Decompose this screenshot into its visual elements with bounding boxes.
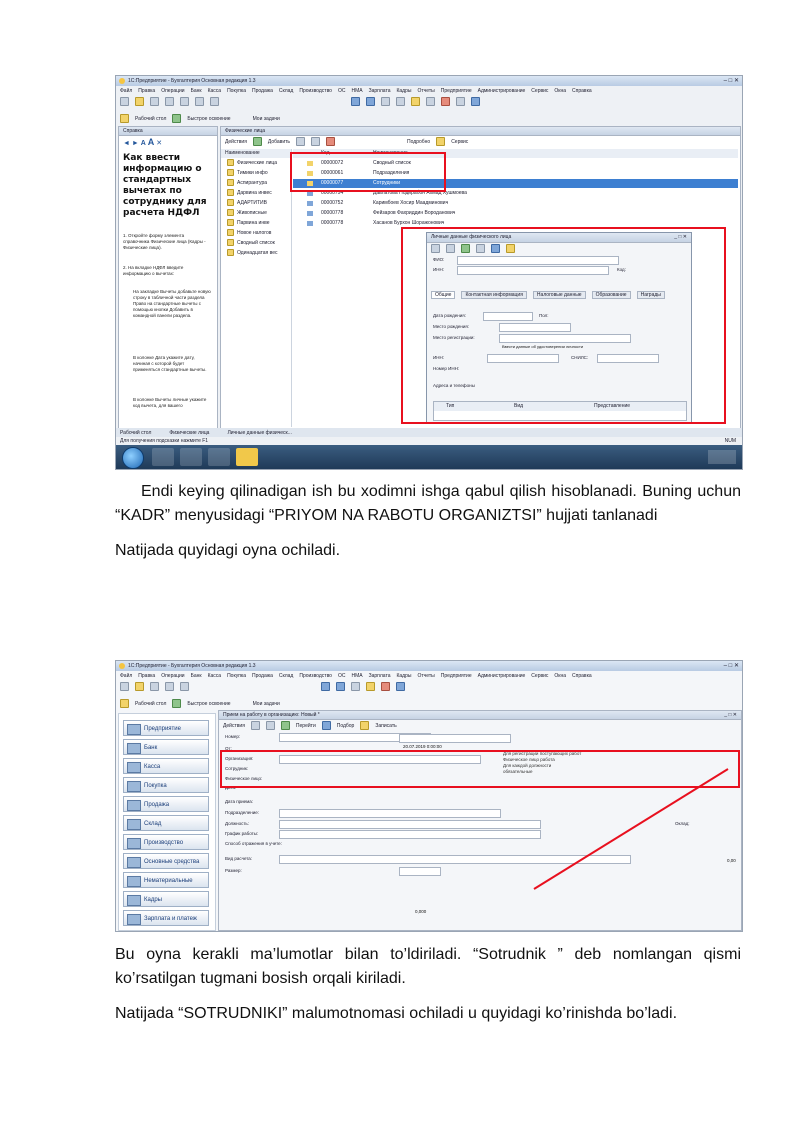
doc-field-label: Номер: bbox=[225, 734, 241, 739]
menu-item[interactable]: Предприятие bbox=[440, 673, 472, 679]
tree-item[interactable] bbox=[221, 209, 291, 218]
window-tab-desktop[interactable]: Рабочий стол bbox=[120, 429, 152, 436]
menu-item[interactable]: Склад bbox=[278, 88, 294, 94]
help-heading: Как ввести информацию о стандартных вычетах по сотруднику для расчета НДФЛ bbox=[123, 153, 207, 218]
col-type: Тип bbox=[446, 403, 455, 409]
doc-field-label: От: bbox=[225, 746, 232, 751]
help-step-1: 1. Откройте форму элемента справочника Физические лица (Кадры - Физические лица). bbox=[123, 233, 206, 250]
windows-taskbar bbox=[116, 445, 742, 469]
doc-field-label: Вид расчета: bbox=[225, 856, 253, 861]
taskbar-media-icon[interactable] bbox=[180, 448, 202, 466]
tree-item[interactable] bbox=[221, 189, 291, 198]
menu-item[interactable]: Кадры bbox=[396, 88, 412, 94]
menu-item[interactable]: Окна bbox=[554, 88, 567, 94]
sidebar-section-label: Предприятие bbox=[144, 726, 181, 732]
sidebar-section-label: Покупка bbox=[144, 783, 167, 789]
select-button[interactable]: Подбор bbox=[336, 722, 355, 729]
row-code: 00000778 bbox=[321, 220, 344, 226]
tree-item[interactable] bbox=[221, 239, 291, 248]
sidebar-section-label: Касса bbox=[144, 764, 161, 770]
status-bar bbox=[116, 437, 742, 445]
doc-field-label: Подразделение: bbox=[225, 810, 260, 815]
dialog-close-icon[interactable]: _ □ ✕ bbox=[674, 234, 687, 240]
tree-item-label: Новое налогов bbox=[237, 230, 272, 236]
doc-field-label: График работы: bbox=[225, 831, 259, 836]
tree-item-label: АДАРТИТИВ bbox=[237, 200, 267, 206]
my-tasks-button[interactable]: Мои задачи bbox=[252, 700, 280, 707]
details-button[interactable]: Подробно bbox=[407, 138, 431, 145]
date-value: 20.07.2019 0:00:00 bbox=[403, 744, 442, 749]
quick-start-button[interactable]: Быстрое освоение bbox=[187, 700, 231, 707]
menu-item[interactable]: ОС bbox=[337, 88, 346, 94]
dialog-tab[interactable]: Награды bbox=[637, 291, 665, 299]
dialog-tab[interactable]: Налоговые данные bbox=[533, 291, 586, 299]
menu-item[interactable]: Файл bbox=[120, 673, 133, 679]
dialog-field-label: ФИО: bbox=[433, 257, 445, 262]
actions-menu[interactable]: Действия bbox=[223, 722, 245, 729]
list-panel-title: Физические лица bbox=[221, 127, 740, 136]
dialog-field-label: Код: bbox=[617, 267, 626, 272]
menu-item[interactable]: Производство bbox=[299, 88, 332, 94]
menu-item[interactable]: Зарплата bbox=[368, 673, 391, 679]
tree-item[interactable] bbox=[221, 179, 291, 188]
tool-icon[interactable] bbox=[441, 97, 450, 106]
id-document-value: Ввести данные об удостоверении личности bbox=[502, 344, 584, 349]
menu-item[interactable]: ОС bbox=[337, 673, 346, 679]
sidebar-section-label: Кадры bbox=[144, 897, 162, 903]
folder-icon bbox=[227, 179, 234, 186]
menu-item[interactable]: НМА bbox=[351, 673, 363, 679]
paragraph-4: Natijada “SOTRUDNIKI” malumotnomasi ochiladi u quyidagi ko’rinishda bo’ladi. bbox=[115, 1005, 678, 1022]
row-name: Каримбоев Хосир Маадминович bbox=[373, 200, 449, 206]
tool-icon[interactable] bbox=[471, 97, 480, 106]
doc-field-label: Организация: bbox=[225, 756, 254, 761]
amount-value: 0,000 bbox=[415, 909, 427, 914]
tree-item-label: Аспирантура bbox=[237, 180, 268, 186]
menu-item[interactable]: Продажа bbox=[251, 88, 273, 94]
sidebar-section-label: Банк bbox=[144, 745, 158, 751]
calendar-icon[interactable] bbox=[366, 97, 375, 106]
menu-item[interactable]: Зарплата bbox=[368, 88, 391, 94]
dialog-tab[interactable]: Образование bbox=[592, 291, 631, 299]
menu-item[interactable]: Производство bbox=[299, 673, 332, 679]
print-icon[interactable] bbox=[165, 97, 174, 106]
menu-item[interactable]: Кадры bbox=[396, 673, 412, 679]
menu-item[interactable]: Отчеты bbox=[417, 673, 435, 679]
help-step-2: 2. На вкладке НДФЛ введите информацию о вычетах: bbox=[123, 265, 184, 276]
calc-icon[interactable] bbox=[351, 97, 360, 106]
sidebar-section-label: Производство bbox=[144, 840, 184, 846]
window-controls[interactable]: – □ ✕ bbox=[723, 78, 739, 84]
menu-item[interactable]: Правка bbox=[138, 673, 156, 679]
desktop-button[interactable]: Рабочий стол bbox=[135, 700, 167, 707]
doc-field-label: Оклад: bbox=[675, 821, 690, 826]
window-controls[interactable]: – □ ✕ bbox=[723, 663, 739, 669]
menu-item[interactable]: Администрирование bbox=[477, 88, 526, 94]
tree-item[interactable] bbox=[221, 199, 291, 208]
dialog-field-label: Место регистрации: bbox=[433, 335, 475, 340]
col-name: Наименование bbox=[373, 150, 408, 156]
hint-4: обязательные bbox=[503, 769, 533, 774]
start-button-icon[interactable] bbox=[122, 447, 144, 469]
quick-start-icon bbox=[172, 114, 181, 123]
help-bullet-3: В колонке Вычеты личные укажите код вычета, для вашего bbox=[133, 397, 207, 408]
tree-item-label: Дарвина инвес bbox=[237, 190, 272, 196]
help-panel-title: Справка bbox=[119, 127, 217, 136]
menu-item[interactable]: Сервис bbox=[531, 673, 549, 679]
service-icon[interactable] bbox=[436, 137, 445, 146]
menu-bar bbox=[116, 87, 742, 95]
tool-icon[interactable] bbox=[381, 97, 390, 106]
folder-icon bbox=[227, 189, 234, 196]
dialog-tab[interactable]: Контактная информация bbox=[461, 291, 526, 299]
tree-header: Наименование bbox=[221, 149, 291, 158]
dialog-field-label: СНИЛС: bbox=[571, 355, 589, 360]
row-code: 00000077 bbox=[321, 180, 344, 186]
row-code: 00000072 bbox=[321, 160, 344, 166]
row-code: 00000754 bbox=[321, 190, 344, 196]
doc-field-label: Физическое лицо: bbox=[225, 776, 263, 781]
menu-item[interactable]: Склад bbox=[278, 673, 294, 679]
sidebar-section-label: Основные средства bbox=[144, 859, 200, 865]
table-row[interactable] bbox=[293, 199, 738, 208]
menu-item[interactable]: Покупка bbox=[227, 673, 246, 679]
window-title: 1С:Предприятие - Бухгалтерия Основная редакция 1.3 bbox=[128, 663, 256, 669]
folder-icon bbox=[227, 219, 234, 226]
paragraph-3: Bu oyna kerakli ma’lumotlar bilan to’ldiriladi. “Sotrudnik ” deb nomlangan qismi ko’rsatilgan tugmani bosish orqali kiriladi. bbox=[115, 946, 741, 987]
folder-icon bbox=[227, 229, 234, 236]
dialog-field-label: Пол: bbox=[539, 313, 549, 318]
window-tab-physical-persons[interactable]: Физические лица bbox=[169, 429, 210, 436]
toolbar-icons bbox=[116, 96, 742, 106]
tree-item[interactable] bbox=[221, 159, 291, 168]
doc-field-label: Сотрудник: bbox=[225, 766, 249, 771]
tree-item[interactable] bbox=[221, 249, 291, 258]
col-kind: Вид bbox=[514, 403, 524, 409]
doc-close-icon[interactable]: _ □ ✕ bbox=[724, 712, 737, 718]
menu-item[interactable]: Покупка bbox=[227, 88, 246, 94]
folder-icon bbox=[227, 239, 234, 246]
menu-item[interactable]: Операции bbox=[161, 88, 185, 94]
sidebar-section-label: Продажа bbox=[144, 802, 170, 808]
menu-item[interactable]: Операции bbox=[161, 673, 185, 679]
highlight-top-rows bbox=[290, 152, 446, 192]
tree-item[interactable] bbox=[221, 169, 291, 178]
help-bullet-1: На закладке Вычеты добавьте новую строку в табличной части раздела Право на стандартные вычеты с помощью кнопки Добавить в командной панели раздела. bbox=[133, 289, 211, 318]
menu-item[interactable]: Банк bbox=[190, 88, 202, 94]
tree-item[interactable] bbox=[221, 219, 291, 228]
my-tasks-button[interactable]: Мои задачи bbox=[252, 115, 280, 122]
delete-icon[interactable] bbox=[326, 137, 335, 146]
row-name: Подразделения bbox=[373, 170, 410, 176]
goto-button[interactable]: Перейти bbox=[295, 722, 316, 729]
tray-clock bbox=[708, 450, 736, 464]
doc-field-label: Размер: bbox=[225, 868, 242, 873]
menu-item[interactable]: Отчеты bbox=[417, 88, 435, 94]
row-code: 00000752 bbox=[321, 200, 344, 206]
tool-icon[interactable] bbox=[456, 97, 465, 106]
open-icon[interactable] bbox=[135, 97, 144, 106]
tool-icon[interactable] bbox=[426, 97, 435, 106]
menu-item[interactable]: Продажа bbox=[251, 673, 273, 679]
rate-value: 0,00 bbox=[727, 858, 736, 863]
menu-item[interactable]: Правка bbox=[138, 88, 156, 94]
red-arrow-line bbox=[116, 661, 742, 931]
add-button[interactable]: Добавить bbox=[267, 138, 291, 145]
new-icon[interactable] bbox=[120, 97, 129, 106]
table-row[interactable] bbox=[293, 209, 738, 218]
window-tab-personal-data[interactable]: Личные данные физическ... bbox=[227, 429, 292, 436]
list-toolbar bbox=[221, 137, 740, 146]
row-code: 00000061 bbox=[321, 170, 344, 176]
add-icon[interactable] bbox=[253, 137, 262, 146]
tree-item-label: Одинадцатая вес bbox=[237, 250, 278, 256]
person-icon bbox=[307, 201, 313, 206]
row-name: Сводный список bbox=[373, 160, 411, 166]
col-code: Код bbox=[321, 150, 330, 156]
quick-start-button[interactable]: Быстрое освоение bbox=[187, 115, 231, 122]
folder-icon bbox=[227, 199, 234, 206]
menu-item[interactable]: Окна bbox=[554, 673, 567, 679]
window-title: 1С:Предприятие - Бухгалтерия Основная редакция 1.3 bbox=[128, 78, 256, 84]
edit-icon[interactable] bbox=[311, 137, 320, 146]
menu-item[interactable]: Справка bbox=[572, 88, 592, 94]
row-code: 00000778 bbox=[321, 210, 344, 216]
help-panel bbox=[118, 126, 218, 432]
tool-icon[interactable] bbox=[396, 97, 405, 106]
doc-field-label: Способ отражения в учете: bbox=[225, 841, 282, 846]
window-title-bar bbox=[116, 76, 742, 86]
dialog-section-title: Адреса и телефоны bbox=[433, 383, 475, 388]
menu-item[interactable]: Справка bbox=[572, 673, 592, 679]
app-logo-icon bbox=[119, 78, 125, 84]
actions-menu[interactable]: Действия bbox=[225, 138, 247, 145]
dialog-field-label: Номер ИНН: bbox=[433, 366, 460, 371]
window-tabs-bar bbox=[116, 428, 742, 437]
tree-item-label: Сводный список bbox=[237, 240, 275, 246]
status-num: NUM bbox=[724, 438, 736, 444]
menu-item[interactable]: Банк bbox=[190, 673, 202, 679]
hint-3: Для каждой должности bbox=[503, 763, 552, 768]
doc-field-label: Должность: bbox=[225, 821, 250, 826]
screenshot-1c-hiring-document bbox=[115, 660, 743, 932]
write-button[interactable]: Записать bbox=[375, 722, 397, 729]
dialog-field-label: ИНН: bbox=[433, 355, 444, 360]
service-button[interactable]: Сервис bbox=[451, 138, 469, 145]
doc-field-label: Дата приема: bbox=[225, 799, 254, 804]
dialog-field-label: Дата рождения: bbox=[433, 313, 466, 318]
menu-item[interactable]: Касса bbox=[207, 673, 222, 679]
status-text: Для получения подсказки нажмите F1 bbox=[120, 438, 209, 444]
save-icon[interactable] bbox=[150, 97, 159, 106]
groups-tree bbox=[221, 149, 292, 427]
doc-field-label: Дата: bbox=[225, 785, 237, 790]
menu-item[interactable]: Предприятие bbox=[440, 88, 472, 94]
cut-icon[interactable] bbox=[180, 97, 189, 106]
dialog-field-label: Место рождения: bbox=[433, 324, 470, 329]
folder-icon bbox=[227, 249, 234, 256]
col-presentation: Представление bbox=[594, 403, 631, 409]
tool-icon[interactable] bbox=[411, 97, 420, 106]
row-name: Хасанов Бурхон Шоражонович bbox=[373, 220, 445, 226]
tree-item[interactable] bbox=[221, 229, 291, 238]
row-name: Фейзаров Фахриддин Вороданович bbox=[373, 210, 456, 216]
menu-item[interactable]: Файл bbox=[120, 88, 133, 94]
dialog-tab[interactable]: Общие bbox=[431, 291, 455, 299]
screenshot-1c-physical-persons bbox=[115, 75, 743, 470]
taskbar-explorer-icon[interactable] bbox=[152, 448, 174, 466]
taskbar-1c-icon[interactable] bbox=[236, 448, 258, 466]
menu-item[interactable]: Касса bbox=[207, 88, 222, 94]
menu-item[interactable]: Сервис bbox=[531, 88, 549, 94]
hint-1: Для регистрации поступающих работ bbox=[503, 751, 582, 756]
folder-icon bbox=[227, 169, 234, 176]
copy-icon[interactable] bbox=[296, 137, 305, 146]
panel-toolbar bbox=[116, 114, 742, 123]
paste-icon[interactable] bbox=[210, 97, 219, 106]
highlight-dialog bbox=[401, 227, 726, 424]
paragraph-1: Endi keying qilinadigan ish bu xodimni ishga qabul qilish hisoblanadi. Buning uchun “KADR” menyusidagi “PRIYOM NA RABOTU ORGANIZTSI” hujjati tanlanadi bbox=[115, 483, 741, 524]
menu-item[interactable]: НМА bbox=[351, 88, 363, 94]
tree-item-label: Парвина инве bbox=[237, 220, 270, 226]
dialog-field-label: ИНН: bbox=[433, 267, 444, 272]
person-icon bbox=[307, 221, 313, 226]
help-bullet-2: В колонке Дата укажите дату, начиная с которой будет применяться стандартные вычеты. bbox=[133, 355, 207, 372]
desktop-icon bbox=[120, 114, 129, 123]
sidebar-section-label: Склад bbox=[144, 821, 162, 827]
paragraph-2: Natijada quyidagi oyna ochiladi. bbox=[115, 542, 341, 559]
tree-item-label: Физические лица bbox=[237, 160, 278, 166]
tree-item-label: Тимики инфо bbox=[237, 170, 268, 176]
row-name: Сотрудники bbox=[373, 180, 401, 186]
help-toolbar: ◄ ► A A ✕ bbox=[123, 137, 163, 147]
menu-item[interactable]: Администрирование bbox=[477, 673, 526, 679]
hint-2: Физическое лицо работа bbox=[503, 757, 555, 762]
taskbar-folder-icon[interactable] bbox=[208, 448, 230, 466]
sidebar-section-label: Зарплата и платеж bbox=[144, 916, 197, 922]
doc-title-text: Прием на работу в организацию: Новый * bbox=[223, 712, 320, 718]
dialog-title-text: Личные данные физического лица bbox=[431, 234, 512, 240]
folder-icon bbox=[227, 209, 234, 216]
desktop-button[interactable]: Рабочий стол bbox=[135, 115, 167, 122]
sidebar-section-label: Нематериальные bbox=[144, 878, 193, 884]
copy-icon[interactable] bbox=[195, 97, 204, 106]
folder-icon bbox=[227, 159, 234, 166]
row-name: Давлатова Нодирабон Ахмад Хушмоева bbox=[373, 190, 467, 196]
person-icon bbox=[307, 211, 313, 216]
tree-item-label: Живописные bbox=[237, 210, 267, 216]
